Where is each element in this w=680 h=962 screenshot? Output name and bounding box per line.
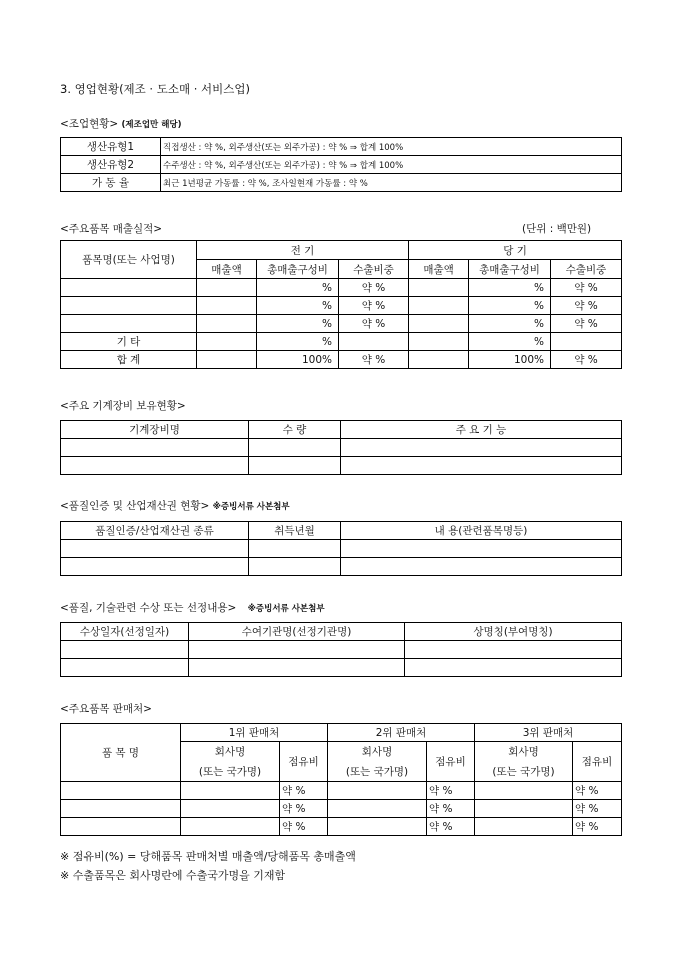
operation-row [61,138,622,156]
rank2-header: 2위 판매처 [328,724,475,742]
vendors-table: 품 목 명 1위 판매처 2위 판매처 3위 판매처 회사명 점유비 회사명 점유비 회사명 점유비 (또는 국가명) (또는 국가명) (또는 국가명) 약 % 약 % 약 % 약 % 약 % 약 % 약 % 약 % 약 % [60,723,622,836]
vendor-row: 약 % 약 % 약 % [61,800,622,818]
curr-export-header: 수출비중 [551,260,622,279]
prev-ratio-header: 총매출구성비 [257,260,339,279]
quality-content-header: 내 용(관련품목명등) [341,522,622,540]
vendors-title: <주요품목 판매처> [60,703,152,715]
prev-period-header: 전 기 [197,241,409,260]
equipment-table [60,420,622,475]
sales-title: <주요품목 매출실적> [60,223,163,235]
rank3-header: 3위 판매처 [475,724,622,742]
table-row [61,540,622,558]
awards-note: ※증빙서류 사본첨부 [247,604,325,614]
table-row [61,641,622,659]
operation-note: (제조업만 해당) [121,120,182,130]
equipment-function-header: 주 요 기 능 [341,421,622,439]
rank1-header: 1위 판매처 [181,724,328,742]
operation-table [60,137,622,192]
operation-heading [60,116,182,131]
quality-date-header: 취득년월 [249,522,341,540]
operation-row-label: 생산유형1 [61,138,161,156]
quality-note: ※증빙서류 사본첨부 [212,502,290,512]
equipment-qty-header: 수 량 [249,421,341,439]
footnote-export: ※ 수출품목은 회사명란에 수출국가명을 기재함 [60,869,286,882]
curr-ratio-header: 총매출구성비 [469,260,551,279]
table-row [61,439,622,457]
quality-heading [60,498,290,513]
sales-row: % 약 % % 약 % [61,297,622,315]
vendor-row: 약 % 약 % 약 % [61,818,622,836]
section-title: 3. 영업현황(제조 · 도소매 · 서비스업) [60,82,250,96]
footnote-share: ※ 점유비(%) = 당해품목 판매처별 매출액/당해품목 총매출액 [60,850,356,863]
awards-heading [60,600,325,615]
total-label: 합 계 [61,351,197,369]
equipment-name-header: 기계장비명 [61,421,249,439]
curr-period-header: 당 기 [409,241,622,260]
table-row [61,457,622,475]
award-org-header: 수여기관명(선정기관명) [189,623,405,641]
operation-row-text: 수주생산 : 약 %, 외주생산(또는 외주가공) : 약 % ⇒ 합계 100% [161,156,622,174]
curr-sales-header: 매출액 [409,260,469,279]
operation-row [61,156,622,174]
awards-title: <품질, 기술관련 수상 또는 선정내용> [60,602,237,614]
operation-row-label: 생산유형2 [61,156,161,174]
quality-title: <품질인증 및 산업재산권 현황> [60,500,210,512]
equipment-title: <주요 기계장비 보유현황> [60,400,186,412]
operation-title: <조업현황> [60,118,119,130]
sales-row: % 약 % % 약 % [61,315,622,333]
prev-export-header: 수출비중 [339,260,409,279]
vendor-row: 약 % 약 % 약 % [61,782,622,800]
awards-table [60,622,622,677]
operation-row-text: 직접생산 : 약 %, 외주생산(또는 외주가공) : 약 % ⇒ 합계 100% [161,138,622,156]
quality-type-header: 품질인증/산업재산권 종류 [61,522,249,540]
quality-table [60,521,622,576]
sales-row: % 약 % % 약 % [61,279,622,297]
award-date-header: 수상일자(선정일자) [61,623,189,641]
operation-row [61,174,622,192]
operation-row-text: 최근 1년평균 가동률 : 약 %, 조사일현재 가동률 : 약 % [161,174,622,192]
sales-unit: (단위 : 백만원) [522,223,592,235]
award-name-header: 상명칭(부여명칭) [405,623,622,641]
sales-other-row: 기 타 % % [61,333,622,351]
table-row [61,558,622,576]
sales-table [60,240,622,369]
sales-total-row: 합 계 100% 약 % 100% 약 % [61,351,622,369]
operation-row-label: 가 동 율 [61,174,161,192]
other-label: 기 타 [61,333,197,351]
vendors-item-header: 품 목 명 [61,724,181,782]
table-row [61,659,622,677]
prev-sales-header: 매출액 [197,260,257,279]
sales-item-header: 품목명(또는 사업명) [61,241,197,279]
